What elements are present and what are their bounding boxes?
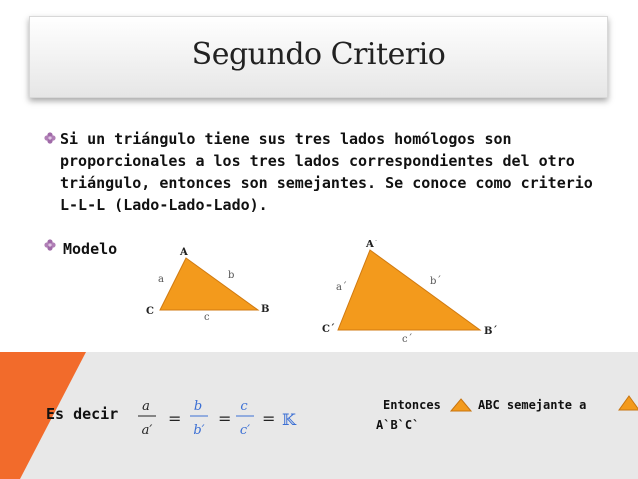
similar-triangles-figure bbox=[130, 240, 510, 352]
vertex-a-prime: A´ bbox=[366, 240, 379, 250]
triangle-abc-prime bbox=[338, 250, 480, 330]
abc-prime-label: A`B`C` bbox=[376, 418, 420, 432]
fraction-num-a: a bbox=[142, 399, 150, 414]
proportion-formula bbox=[138, 394, 308, 444]
bullet-flower-icon bbox=[44, 239, 56, 251]
side-c: c bbox=[204, 312, 210, 323]
vertex-c-prime: C´ bbox=[322, 324, 335, 335]
vertex-c: C bbox=[146, 306, 154, 317]
side-a-prime: a´ bbox=[336, 282, 347, 293]
side-b-prime: b´ bbox=[430, 276, 442, 287]
bullet-flower-icon bbox=[44, 132, 56, 144]
entonces-label: Entonces bbox=[383, 398, 441, 412]
svg-text:=: = bbox=[218, 409, 232, 428]
triangle-icon bbox=[618, 395, 638, 411]
constant-k: 𝕂 bbox=[282, 410, 296, 429]
criterion-paragraph: Si un triángulo tiene sus tres lados homólogos son proporcionales a los tres lados correspondientes del otro triángulo, entonces son semejantes. Se conoce como criterio L-L-L (Lado-Lado-Lado). bbox=[60, 130, 593, 214]
vertex-a: A bbox=[180, 247, 188, 258]
fraction-den-a: a′ bbox=[141, 423, 153, 438]
title-box bbox=[29, 16, 608, 98]
vertex-b: B bbox=[261, 304, 270, 315]
fraction-num-b: b bbox=[193, 399, 203, 414]
model-label: Modelo bbox=[63, 240, 118, 258]
svg-text:=: = bbox=[262, 409, 276, 428]
svg-text:=: = bbox=[168, 409, 182, 428]
es-decir-label: Es decir bbox=[46, 405, 119, 423]
fraction-num-c: c bbox=[240, 399, 248, 414]
fraction-den-b: b′ bbox=[193, 423, 205, 438]
side-b: b bbox=[228, 270, 235, 281]
semejante-label: ABC semejante a bbox=[478, 398, 587, 412]
vertex-b-prime: B´ bbox=[484, 326, 498, 337]
fraction-den-c: c′ bbox=[239, 423, 251, 438]
triangle-abc bbox=[160, 258, 258, 310]
side-a: a bbox=[158, 274, 164, 285]
slide-title: Segundo Criterio bbox=[191, 37, 446, 72]
side-c-prime: c´ bbox=[402, 334, 413, 345]
triangle-icon bbox=[450, 398, 472, 412]
